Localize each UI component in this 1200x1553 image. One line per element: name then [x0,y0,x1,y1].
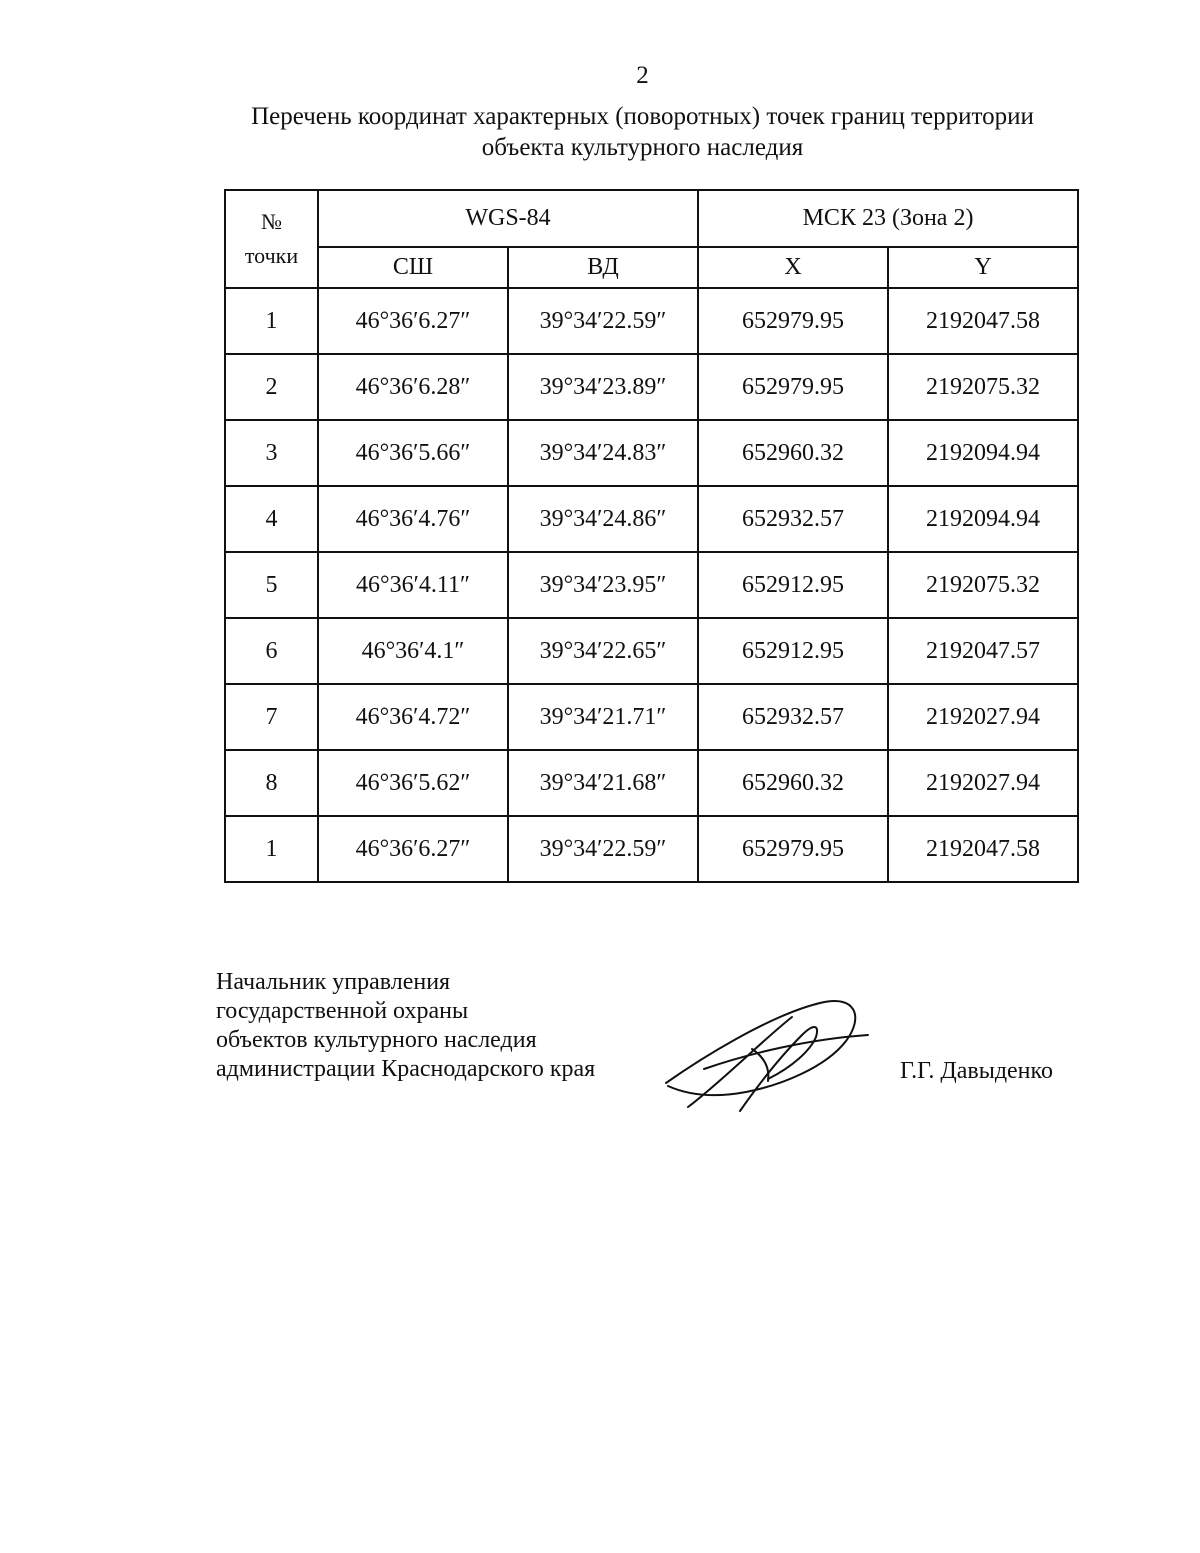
table-row [225,618,1078,684]
table-row [225,354,1078,420]
cell-point-number: 4 [225,486,318,552]
cell-latitude: 46°36′5.66″ [318,420,508,486]
cell-longitude: 39°34′22.59″ [508,816,698,882]
table-row [225,420,1078,486]
signatory-position-line-4: администрации Краснодарского края [216,1056,596,1082]
cell-y: 2192075.32 [888,354,1078,420]
document-title [180,101,1105,163]
signatory-position-line-3: объектов культурного наследия [216,1027,537,1053]
cell-latitude: 46°36′5.62″ [318,750,508,816]
coordinates-table [224,189,1079,883]
header-wgs84: WGS-84 [318,190,698,247]
cell-point-number: 5 [225,552,318,618]
header-point-number-symbol: № [261,209,282,234]
cell-y: 2192094.94 [888,486,1078,552]
cell-y: 2192027.94 [888,684,1078,750]
cell-x: 652960.32 [698,750,888,816]
header-row-groups [225,190,1078,247]
header-point-number [225,190,318,288]
signer-name: Г.Г. Давыденко [900,1058,1053,1084]
cell-x: 652979.95 [698,354,888,420]
cell-y: 2192047.57 [888,618,1078,684]
cell-point-number: 2 [225,354,318,420]
cell-point-number: 8 [225,750,318,816]
signatory-position [216,968,595,1084]
signatory-position-line-2: государственной охраны [216,998,469,1024]
cell-point-number: 1 [225,288,318,354]
cell-latitude: 46°36′4.1″ [318,618,508,684]
header-latitude: СШ [318,247,508,288]
cell-longitude: 39°34′24.86″ [508,486,698,552]
cell-point-number: 7 [225,684,318,750]
cell-longitude: 39°34′24.83″ [508,420,698,486]
cell-x: 652912.95 [698,618,888,684]
cell-latitude: 46°36′4.72″ [318,684,508,750]
cell-latitude: 46°36′6.28″ [318,354,508,420]
table-row [225,750,1078,816]
page-number: 2 [636,62,649,89]
cell-latitude: 46°36′4.76″ [318,486,508,552]
table-row [225,486,1078,552]
cell-y: 2192047.58 [888,816,1078,882]
cell-longitude: 39°34′23.95″ [508,552,698,618]
header-x: X [698,247,888,288]
cell-latitude: 46°36′6.27″ [318,816,508,882]
cell-point-number: 3 [225,420,318,486]
cell-y: 2192047.58 [888,288,1078,354]
header-msk23: МСК 23 (Зона 2) [698,190,1078,247]
table-row [225,552,1078,618]
cell-point-number: 1 [225,816,318,882]
cell-longitude: 39°34′21.68″ [508,750,698,816]
cell-longitude: 39°34′22.65″ [508,618,698,684]
title-line-1: Перечень координат характерных (поворотных) точек границ территории [251,103,1034,130]
cell-x: 652912.95 [698,552,888,618]
cell-x: 652979.95 [698,288,888,354]
cell-longitude: 39°34′22.59″ [508,288,698,354]
header-point-number-label: точки [244,243,299,268]
header-y: Y [888,247,1078,288]
cell-x: 652960.32 [698,420,888,486]
table-row [225,816,1078,882]
cell-y: 2192094.94 [888,420,1078,486]
title-line-2: объекта культурного наследия [481,134,804,161]
cell-x: 652932.57 [698,684,888,750]
cell-latitude: 46°36′4.11″ [318,552,508,618]
cell-x: 652979.95 [698,816,888,882]
cell-latitude: 46°36′6.27″ [318,288,508,354]
header-longitude: ВД [508,247,698,288]
cell-longitude: 39°34′21.71″ [508,684,698,750]
cell-longitude: 39°34′23.89″ [508,354,698,420]
signatory-position-line-1: Начальник управления [216,969,451,995]
cell-y: 2192027.94 [888,750,1078,816]
cell-x: 652932.57 [698,486,888,552]
cell-point-number: 6 [225,618,318,684]
table-row [225,684,1078,750]
table-row [225,288,1078,354]
header-row-columns [225,247,1078,288]
handwritten-signature [660,995,875,1115]
cell-y: 2192075.32 [888,552,1078,618]
